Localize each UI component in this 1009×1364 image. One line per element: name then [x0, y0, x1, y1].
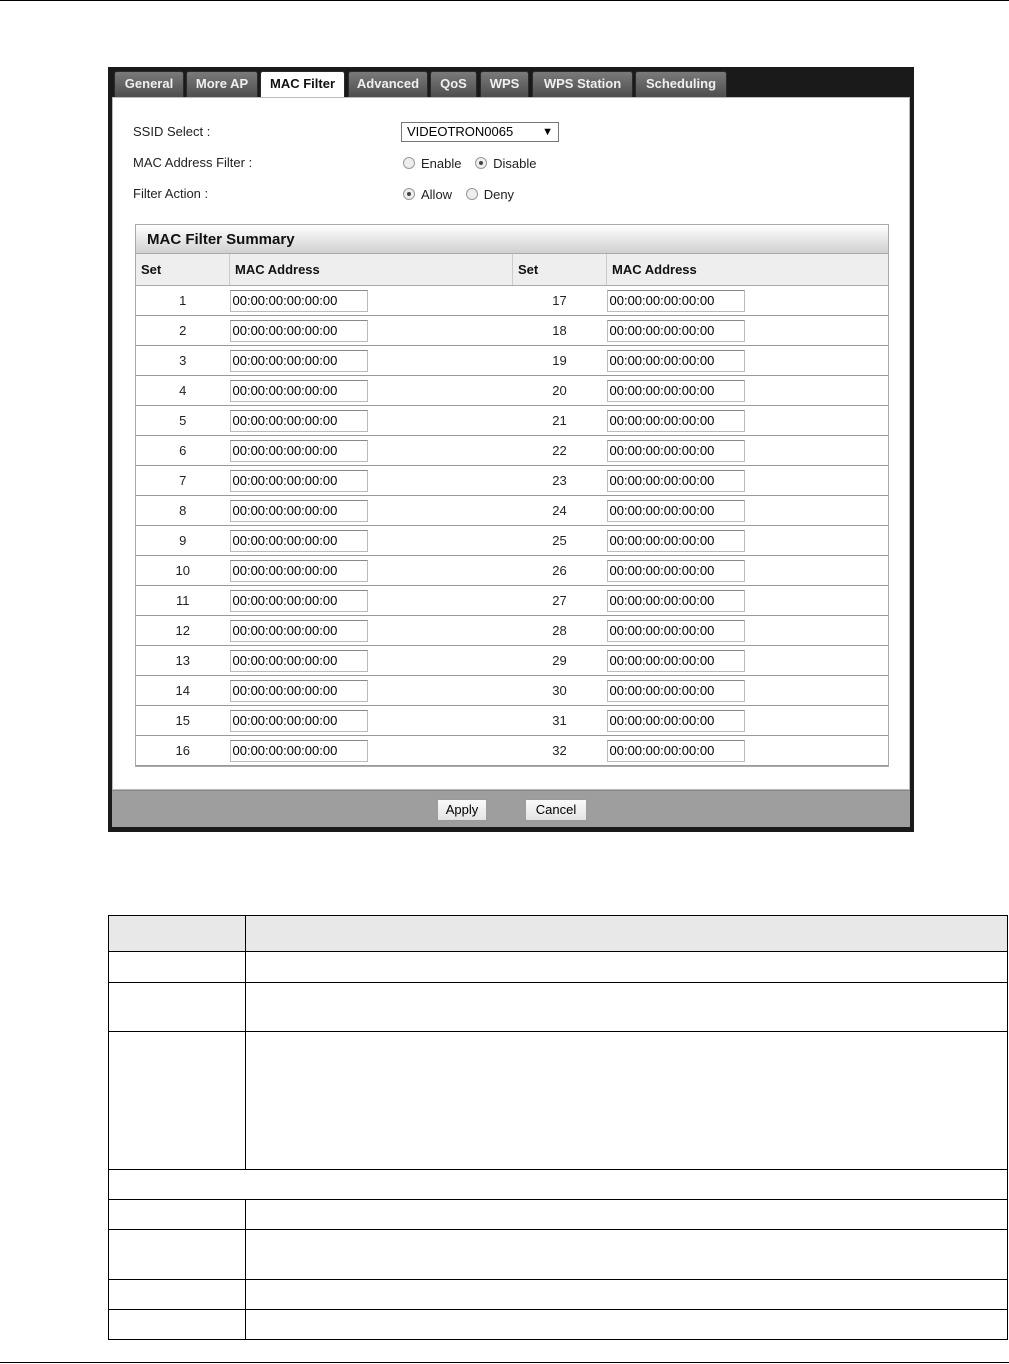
desc-cell: [109, 1170, 1008, 1200]
mac-address-input[interactable]: [607, 560, 745, 582]
desc-header-cell-1: [109, 916, 246, 952]
desc-cell: [109, 983, 246, 1032]
desc-cell: [246, 983, 1008, 1032]
mac-cell-right: [607, 346, 889, 376]
set-number-left: 1: [136, 286, 230, 316]
table-row: [136, 406, 888, 436]
table-row: [136, 526, 888, 556]
cancel-button[interactable]: Cancel: [525, 799, 587, 821]
mac-cell-left: [230, 286, 513, 316]
mac-address-input[interactable]: [230, 350, 368, 372]
desc-header-row: [109, 916, 1008, 952]
mac-cell-right: [607, 316, 889, 346]
set-number-left: 15: [136, 706, 230, 736]
mac-address-input[interactable]: [607, 530, 745, 552]
mac-address-input[interactable]: [607, 590, 745, 612]
mac-address-input[interactable]: [607, 440, 745, 462]
mac-cell-right: [607, 706, 889, 736]
mac-cell-left: [230, 526, 513, 556]
desc-row: [109, 952, 1008, 983]
set-number-left: 10: [136, 556, 230, 586]
mac-address-input[interactable]: [230, 560, 368, 582]
mac-address-input[interactable]: [230, 380, 368, 402]
set-number-left: 7: [136, 466, 230, 496]
set-number-left: 16: [136, 736, 230, 766]
desc-cell: [109, 1032, 246, 1170]
ssid-select-label: SSID Select :: [133, 124, 211, 139]
mac-address-input[interactable]: [607, 350, 745, 372]
table-row: [136, 616, 888, 646]
mac-address-input[interactable]: [607, 410, 745, 432]
mac-cell-left: [230, 736, 513, 766]
set-number-right: 21: [513, 406, 607, 436]
tab-scheduling[interactable]: Scheduling: [635, 71, 727, 97]
mac-address-input[interactable]: [230, 590, 368, 612]
mac-cell-right: [607, 616, 889, 646]
mac-cell-left: [230, 406, 513, 436]
mac-address-input[interactable]: [230, 410, 368, 432]
button-bar: [112, 790, 910, 827]
desc-cell: [109, 1200, 246, 1230]
mac-cell-right: [607, 736, 889, 766]
desc-row: [109, 1032, 1008, 1170]
mac-address-input[interactable]: [230, 290, 368, 312]
set-number-right: 31: [513, 706, 607, 736]
mac-cell-left: [230, 466, 513, 496]
filter-action-label: Filter Action :: [133, 186, 209, 201]
mac-address-input[interactable]: [230, 740, 368, 762]
mac-filter-summary: [135, 224, 889, 767]
mac-cell-left: [230, 556, 513, 586]
filter-action-deny-radio[interactable]: [466, 188, 478, 200]
mac-cell-right: [607, 496, 889, 526]
col-mac-left: MAC Address: [230, 254, 513, 286]
mac-address-input[interactable]: [230, 680, 368, 702]
desc-row: [109, 983, 1008, 1032]
wireless-settings-window: [108, 67, 914, 832]
table-row: [136, 736, 888, 766]
mac-cell-left: [230, 376, 513, 406]
mac-cell-left: [230, 346, 513, 376]
set-number-left: 5: [136, 406, 230, 436]
mac-address-input[interactable]: [607, 710, 745, 732]
mac-address-input[interactable]: [230, 710, 368, 732]
mac-address-input[interactable]: [607, 470, 745, 492]
tab-wps-station[interactable]: WPS Station: [532, 71, 633, 97]
table-row: [136, 496, 888, 526]
set-number-right: 26: [513, 556, 607, 586]
mac-address-input[interactable]: [230, 500, 368, 522]
desc-row: [109, 1200, 1008, 1230]
mac-cell-left: [230, 616, 513, 646]
table-row: [136, 556, 888, 586]
desc-cell: [109, 1230, 246, 1280]
filter-action-allow-label: Allow: [421, 187, 453, 202]
filter-action-radio-group: [403, 187, 524, 202]
col-mac-right: MAC Address: [607, 254, 889, 286]
desc-cell: [246, 1230, 1008, 1280]
set-number-right: 27: [513, 586, 607, 616]
mac-cell-left: [230, 496, 513, 526]
set-number-right: 32: [513, 736, 607, 766]
table-row: [136, 646, 888, 676]
mac-address-input[interactable]: [607, 500, 745, 522]
summary-title: MAC Filter Summary: [136, 225, 888, 254]
desc-cell: [109, 1310, 246, 1340]
mac-cell-right: [607, 646, 889, 676]
set-number-left: 2: [136, 316, 230, 346]
mac-address-input[interactable]: [230, 530, 368, 552]
set-number-right: 29: [513, 646, 607, 676]
apply-button[interactable]: Apply: [437, 799, 487, 821]
set-number-right: 20: [513, 376, 607, 406]
set-number-right: 18: [513, 316, 607, 346]
ssid-select-value: VIDEOTRON0065: [407, 124, 514, 139]
mac-cell-right: [607, 466, 889, 496]
set-number-right: 28: [513, 616, 607, 646]
mac-address-input[interactable]: [230, 620, 368, 642]
table-row: [136, 376, 888, 406]
col-set-left: Set: [136, 254, 230, 286]
mac-cell-right: [607, 556, 889, 586]
mac-address-input[interactable]: [230, 650, 368, 672]
col-set-right: Set: [513, 254, 607, 286]
dropdown-arrow-icon: ▼: [542, 126, 553, 138]
mac-filter-enable-label: Enable: [421, 156, 462, 171]
desc-section-row: [109, 1170, 1008, 1200]
tab-more-ap[interactable]: More AP: [186, 71, 258, 97]
mac-cell-left: [230, 676, 513, 706]
mac-filter-disable-label: Disable: [493, 156, 537, 171]
set-number-right: 23: [513, 466, 607, 496]
mac-address-filter-label: MAC Address Filter :: [133, 155, 253, 170]
mac-address-input[interactable]: [607, 320, 745, 342]
tab-wps[interactable]: WPS: [480, 71, 529, 97]
set-number-left: 11: [136, 586, 230, 616]
table-body: [136, 286, 888, 766]
filter-action-allow-radio[interactable]: [403, 188, 415, 200]
mac-cell-right: [607, 586, 889, 616]
set-number-left: 4: [136, 376, 230, 406]
table-row: [136, 676, 888, 706]
mac-address-input[interactable]: [230, 440, 368, 462]
table-row: [136, 466, 888, 496]
mac-address-input[interactable]: [607, 380, 745, 402]
table-row: [136, 436, 888, 466]
desc-cell: [246, 1280, 1008, 1310]
desc-cell: [246, 1310, 1008, 1340]
mac-filter-radio-group: [403, 156, 546, 171]
desc-cell: [246, 952, 1008, 983]
set-number-left: 13: [136, 646, 230, 676]
set-number-right: 17: [513, 286, 607, 316]
tab-advanced[interactable]: Advanced: [348, 71, 428, 97]
mac-address-input[interactable]: [607, 680, 745, 702]
page-top-rule: [0, 0, 1009, 1]
set-number-left: 9: [136, 526, 230, 556]
desc-row: [109, 1280, 1008, 1310]
mac-cell-right: [607, 286, 889, 316]
page-bottom-rule: [0, 1362, 1009, 1363]
desc-cell: [246, 1200, 1008, 1230]
mac-cell-left: [230, 436, 513, 466]
mac-cell-right: [607, 406, 889, 436]
description-table: [108, 915, 1008, 1340]
desc-row: [109, 1310, 1008, 1340]
set-number-right: 30: [513, 676, 607, 706]
set-number-right: 19: [513, 346, 607, 376]
mac-filter-enable-radio[interactable]: [403, 157, 415, 169]
mac-address-input[interactable]: [607, 740, 745, 762]
table-row: [136, 586, 888, 616]
mac-filter-table: [136, 254, 888, 766]
tab-general[interactable]: General: [114, 71, 184, 97]
mac-cell-right: [607, 526, 889, 556]
set-number-left: 14: [136, 676, 230, 706]
mac-address-input[interactable]: [607, 620, 745, 642]
set-number-left: 3: [136, 346, 230, 376]
desc-row: [109, 1230, 1008, 1280]
desc-cell: [246, 1032, 1008, 1170]
table-row: [136, 706, 888, 736]
desc-cell: [109, 1280, 246, 1310]
mac-filter-panel: [112, 97, 910, 790]
mac-cell-right: [607, 436, 889, 466]
tab-qos[interactable]: QoS: [430, 71, 477, 97]
set-number-left: 12: [136, 616, 230, 646]
table-row: [136, 346, 888, 376]
set-number-left: 6: [136, 436, 230, 466]
mac-cell-left: [230, 586, 513, 616]
mac-address-input[interactable]: [607, 290, 745, 312]
set-number-right: 25: [513, 526, 607, 556]
desc-cell: [109, 952, 246, 983]
mac-cell-left: [230, 316, 513, 346]
mac-cell-left: [230, 646, 513, 676]
desc-header-cell-2: [246, 916, 1008, 952]
mac-address-input[interactable]: [607, 650, 745, 672]
set-number-right: 22: [513, 436, 607, 466]
set-number-left: 8: [136, 496, 230, 526]
mac-address-input[interactable]: [230, 470, 368, 492]
tab-mac-filter[interactable]: MAC Filter: [260, 71, 345, 101]
table-row: [136, 316, 888, 346]
ssid-select[interactable]: [401, 122, 559, 142]
mac-filter-disable-radio[interactable]: [475, 157, 487, 169]
mac-cell-left: [230, 706, 513, 736]
set-number-right: 24: [513, 496, 607, 526]
mac-cell-right: [607, 376, 889, 406]
mac-address-input[interactable]: [230, 320, 368, 342]
table-row: [136, 286, 888, 316]
filter-action-deny-label: Deny: [483, 187, 515, 202]
mac-cell-right: [607, 676, 889, 706]
table-header-row: [136, 254, 888, 286]
